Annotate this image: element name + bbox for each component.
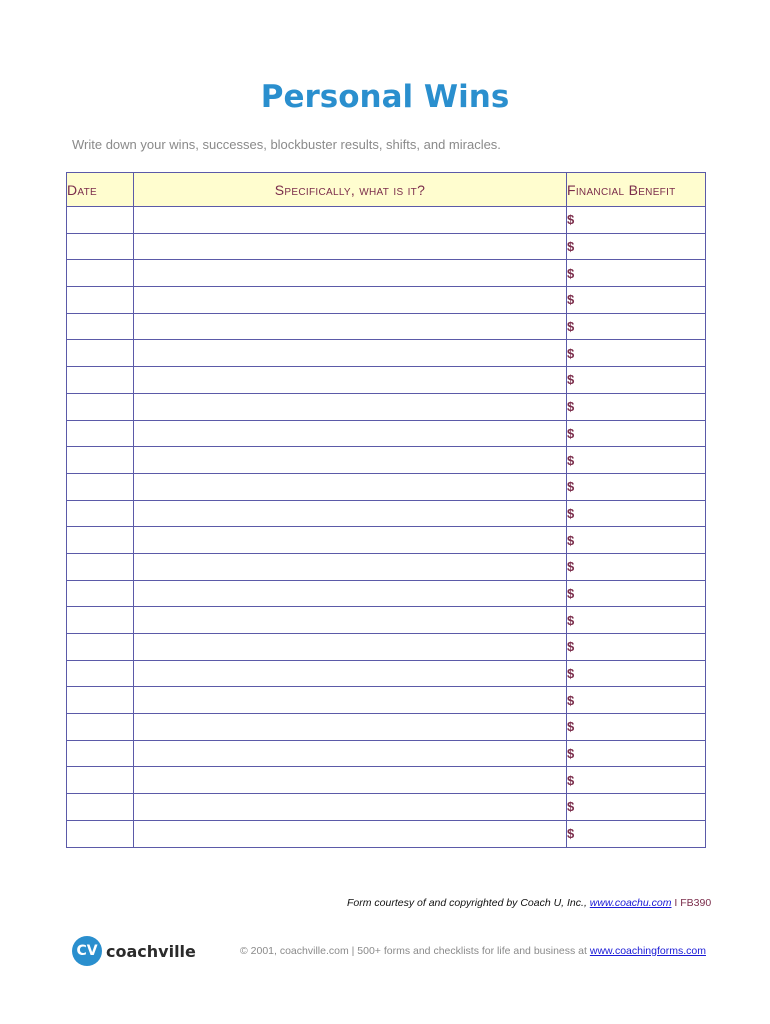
description-cell[interactable] (134, 207, 567, 234)
table-row (67, 794, 706, 821)
financial-benefit-cell[interactable]: $ (567, 607, 706, 634)
financial-benefit-cell[interactable]: $ (567, 634, 706, 661)
table-header-row (67, 173, 706, 207)
description-cell[interactable] (134, 687, 567, 714)
table-row (67, 634, 706, 661)
form-code: FB390 (680, 897, 712, 909)
date-cell[interactable] (67, 313, 134, 340)
date-cell[interactable] (67, 207, 134, 234)
financial-benefit-cell[interactable]: $ (567, 260, 706, 287)
description-cell[interactable] (134, 767, 567, 794)
date-cell[interactable] (67, 527, 134, 554)
description-cell[interactable] (134, 313, 567, 340)
table-row (67, 607, 706, 634)
description-cell[interactable] (134, 340, 567, 367)
financial-benefit-cell[interactable]: $ (567, 340, 706, 367)
date-cell[interactable] (67, 767, 134, 794)
footer-credit (347, 897, 711, 909)
financial-benefit-cell[interactable]: $ (567, 740, 706, 767)
description-cell[interactable] (134, 553, 567, 580)
table-row (67, 287, 706, 314)
description-cell[interactable] (134, 233, 567, 260)
description-column-header: Specifically, what is it? (134, 173, 567, 207)
financial-benefit-cell[interactable]: $ (567, 660, 706, 687)
table-row (67, 500, 706, 527)
table-row (67, 660, 706, 687)
table-row (67, 393, 706, 420)
date-cell[interactable] (67, 687, 134, 714)
financial-benefit-cell[interactable]: $ (567, 393, 706, 420)
description-cell[interactable] (134, 527, 567, 554)
table-row (67, 260, 706, 287)
table-row (67, 687, 706, 714)
date-cell[interactable] (67, 714, 134, 741)
description-cell[interactable] (134, 473, 567, 500)
date-cell[interactable] (67, 260, 134, 287)
financial-benefit-cell[interactable]: $ (567, 233, 706, 260)
date-cell[interactable] (67, 473, 134, 500)
date-cell[interactable] (67, 447, 134, 474)
table-row (67, 820, 706, 847)
financial-benefit-cell[interactable]: $ (567, 313, 706, 340)
table-row (67, 367, 706, 394)
financial-benefit-cell[interactable]: $ (567, 553, 706, 580)
date-cell[interactable] (67, 740, 134, 767)
financial-benefit-cell[interactable]: $ (567, 767, 706, 794)
description-cell[interactable] (134, 714, 567, 741)
description-cell[interactable] (134, 634, 567, 661)
description-cell[interactable] (134, 447, 567, 474)
table-row (67, 580, 706, 607)
financial-benefit-cell[interactable]: $ (567, 420, 706, 447)
coachu-link[interactable]: www.coachu.com (589, 897, 672, 909)
date-cell[interactable] (67, 634, 134, 661)
copyright-text: © 2001, coachville.com | 500+ forms and checklists for life and business at (240, 945, 590, 957)
financial-benefit-cell[interactable]: $ (567, 580, 706, 607)
credit-separator: I (671, 897, 681, 909)
cv-logo-icon: CV (72, 936, 102, 966)
table-row (67, 553, 706, 580)
financial-benefit-column-header: Financial Benefit (567, 173, 706, 207)
table-row (67, 767, 706, 794)
table-row (67, 740, 706, 767)
date-cell[interactable] (67, 607, 134, 634)
financial-benefit-cell[interactable]: $ (567, 820, 706, 847)
logo-name: coachville (106, 941, 196, 961)
financial-benefit-cell[interactable]: $ (567, 473, 706, 500)
table-row (67, 714, 706, 741)
coachingforms-link[interactable]: www.coachingforms.com (589, 945, 706, 957)
description-cell[interactable] (134, 660, 567, 687)
financial-benefit-cell[interactable]: $ (567, 714, 706, 741)
description-cell[interactable] (134, 820, 567, 847)
date-column-header: Date (67, 173, 134, 207)
financial-benefit-cell[interactable]: $ (567, 794, 706, 821)
date-cell[interactable] (67, 367, 134, 394)
description-cell[interactable] (134, 740, 567, 767)
description-cell[interactable] (134, 420, 567, 447)
table-row (67, 527, 706, 554)
description-cell[interactable] (134, 367, 567, 394)
financial-benefit-cell[interactable]: $ (567, 287, 706, 314)
table-row (67, 313, 706, 340)
footer-copyright (240, 945, 706, 957)
description-cell[interactable] (134, 607, 567, 634)
coachville-logo (72, 936, 196, 966)
date-cell[interactable] (67, 233, 134, 260)
table-row (67, 233, 706, 260)
date-cell[interactable] (67, 393, 134, 420)
financial-benefit-cell[interactable]: $ (567, 207, 706, 234)
date-cell[interactable] (67, 420, 134, 447)
financial-benefit-cell[interactable]: $ (567, 527, 706, 554)
description-cell[interactable] (134, 260, 567, 287)
table-row (67, 420, 706, 447)
financial-benefit-cell[interactable]: $ (567, 687, 706, 714)
wins-table (66, 172, 706, 848)
page-subtitle: Write down your wins, successes, blockbuster results, shifts, and miracles. (72, 137, 501, 152)
date-cell[interactable] (67, 820, 134, 847)
table-row (67, 207, 706, 234)
description-cell[interactable] (134, 580, 567, 607)
date-cell[interactable] (67, 794, 134, 821)
date-cell[interactable] (67, 660, 134, 687)
financial-benefit-cell[interactable]: $ (567, 367, 706, 394)
date-cell[interactable] (67, 553, 134, 580)
description-cell[interactable] (134, 794, 567, 821)
date-cell[interactable] (67, 580, 134, 607)
date-cell[interactable] (67, 500, 134, 527)
table-row (67, 447, 706, 474)
date-cell[interactable] (67, 287, 134, 314)
table-row (67, 473, 706, 500)
date-cell[interactable] (67, 340, 134, 367)
financial-benefit-cell[interactable]: $ (567, 447, 706, 474)
description-cell[interactable] (134, 287, 567, 314)
credit-text: Form courtesy of and copyrighted by Coach U, Inc., (347, 897, 590, 909)
description-cell[interactable] (134, 500, 567, 527)
description-cell[interactable] (134, 393, 567, 420)
financial-benefit-cell[interactable]: $ (567, 500, 706, 527)
table-row (67, 340, 706, 367)
page-title: Personal Wins (260, 79, 510, 115)
